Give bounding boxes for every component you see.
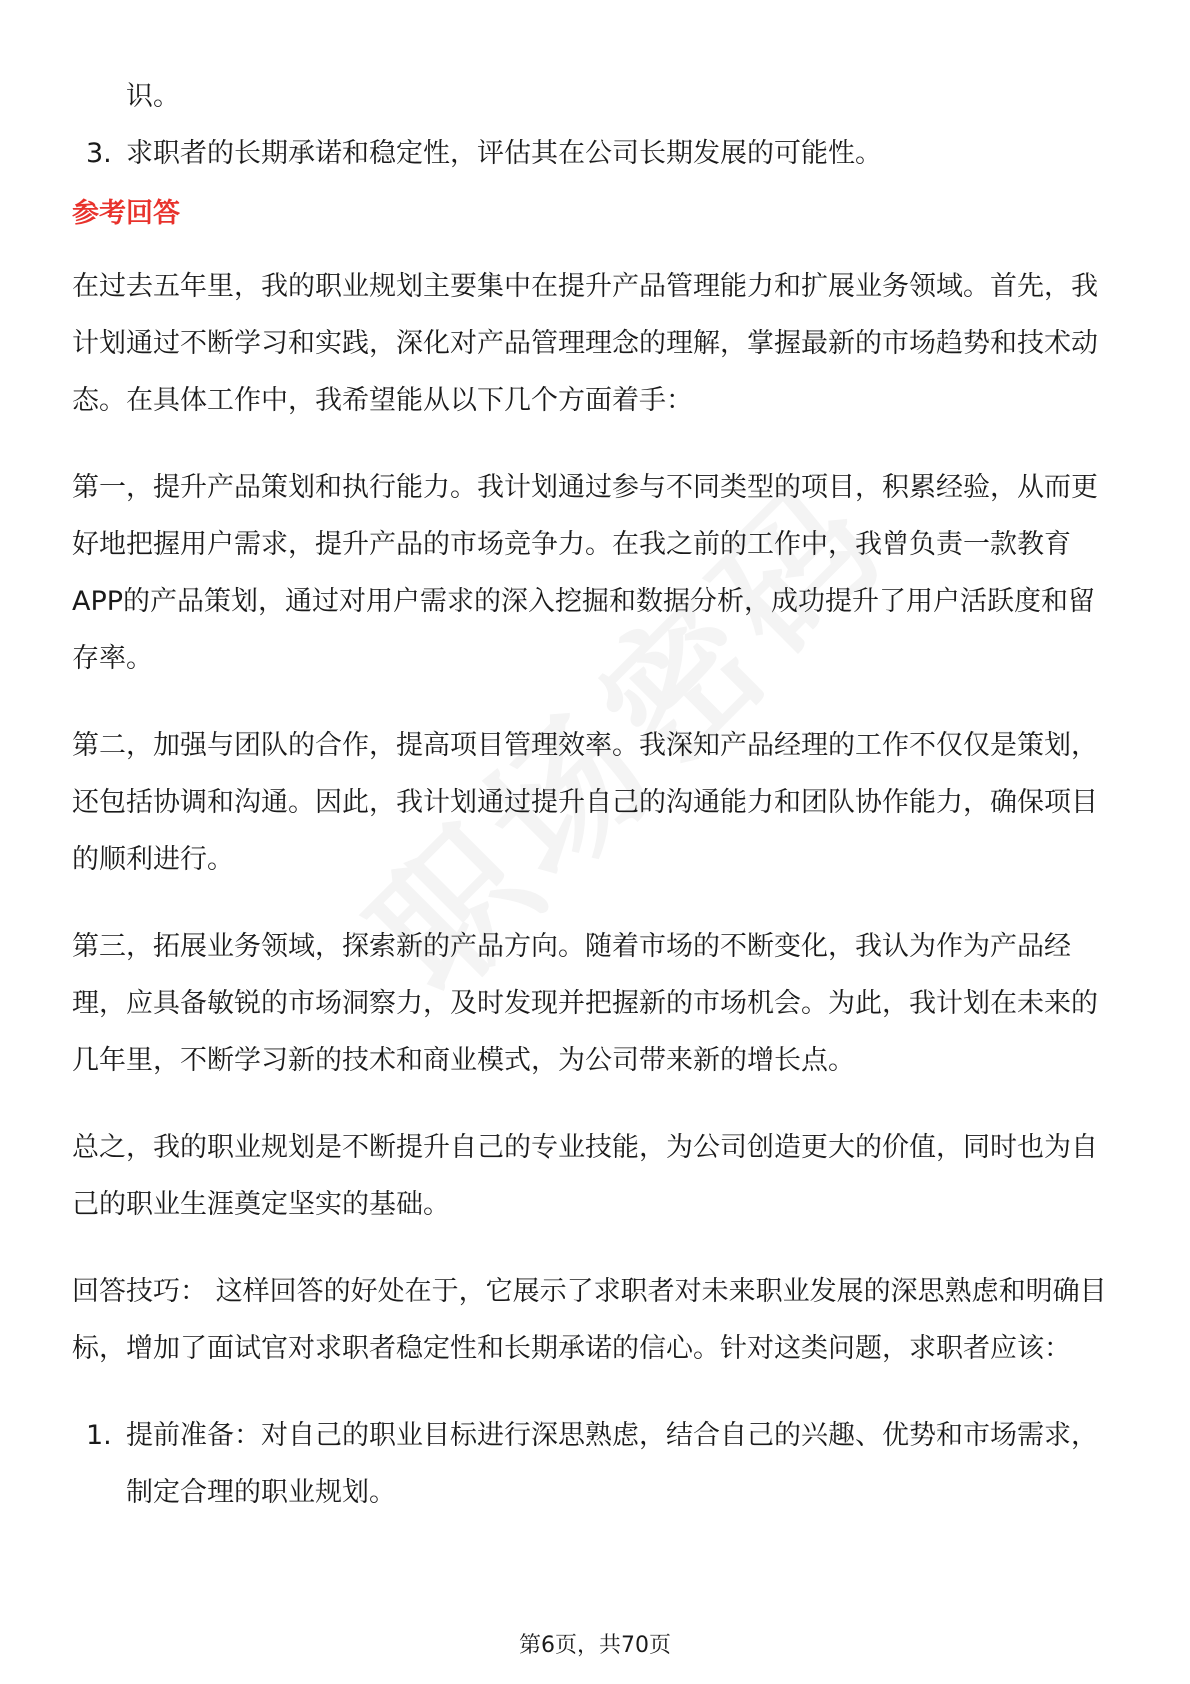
paragraph-second: 第二，加强与团队的合作，提高项目管理效率。我深知产品经理的工作不仅仅是策划，还包括协调和沟通。因此，我计划通过提升自己的沟通能力和团队协作能力，确保项目的顺利进行。 — [72, 730, 1098, 875]
list-item-1 — [72, 1407, 1122, 1521]
top-list — [72, 68, 1122, 182]
paragraph-intro: 在过去五年里，我的职业规划主要集中在提升产品管理能力和扩展业务领域。首先，我计划通过不断学习和实践，深化对产品管理理念的理解，掌握最新的市场趋势和技术动态。在具体工作中，我希望能从以下几个方面着手： — [72, 271, 1098, 416]
paragraph-third: 第三，拓展业务领域，探索新的产品方向。随着市场的不断变化，我认为作为产品经理，应具备敏锐的市场洞察力，及时发现并把握新的市场机会。为此，我计划在未来的几年里，不断学习新的技术和商业模式，为公司带来新的增长点。 — [72, 931, 1098, 1076]
list-item-text: 识。 — [126, 81, 180, 112]
list-number: 1. — [86, 1420, 112, 1451]
bottom-list — [72, 1407, 1122, 1521]
paragraph-summary: 总之，我的职业规划是不断提升自己的专业技能，为公司创造更大的价值，同时也为自己的职业生涯奠定坚实的基础。 — [72, 1132, 1098, 1220]
document-body — [72, 68, 1122, 1521]
page-footer: 第6页，共70页 — [519, 1633, 671, 1658]
list-number: 3. — [86, 138, 112, 169]
list-item-text: 求职者的长期承诺和稳定性，评估其在公司长期发展的可能性。 — [126, 138, 882, 169]
section-title: 参考回答 — [72, 198, 180, 229]
list-item-continuation — [72, 68, 1122, 125]
paragraph-tips: 回答技巧： 这样回答的好处在于，它展示了求职者对未来职业发展的深思熟虑和明确目标，增加了面试官对求职者稳定性和长期承诺的信心。针对这类问题，求职者应该： — [72, 1276, 1107, 1364]
list-item-3 — [72, 125, 1122, 182]
list-item-text: 提前准备：对自己的职业目标进行深思熟虑，结合自己的兴趣、优势和市场需求，制定合理的职业规划。 — [126, 1420, 1098, 1508]
paragraph-first: 第一，提升产品策划和执行能力。我计划通过参与不同类型的项目，积累经验，从而更好地把握用户需求，提升产品的市场竞争力。在我之前的工作中，我曾负责一款教育APP的产品策划，通过对用户需求的深入挖掘和数据分析，成功提升了用户活跃度和留存率。 — [72, 472, 1098, 674]
